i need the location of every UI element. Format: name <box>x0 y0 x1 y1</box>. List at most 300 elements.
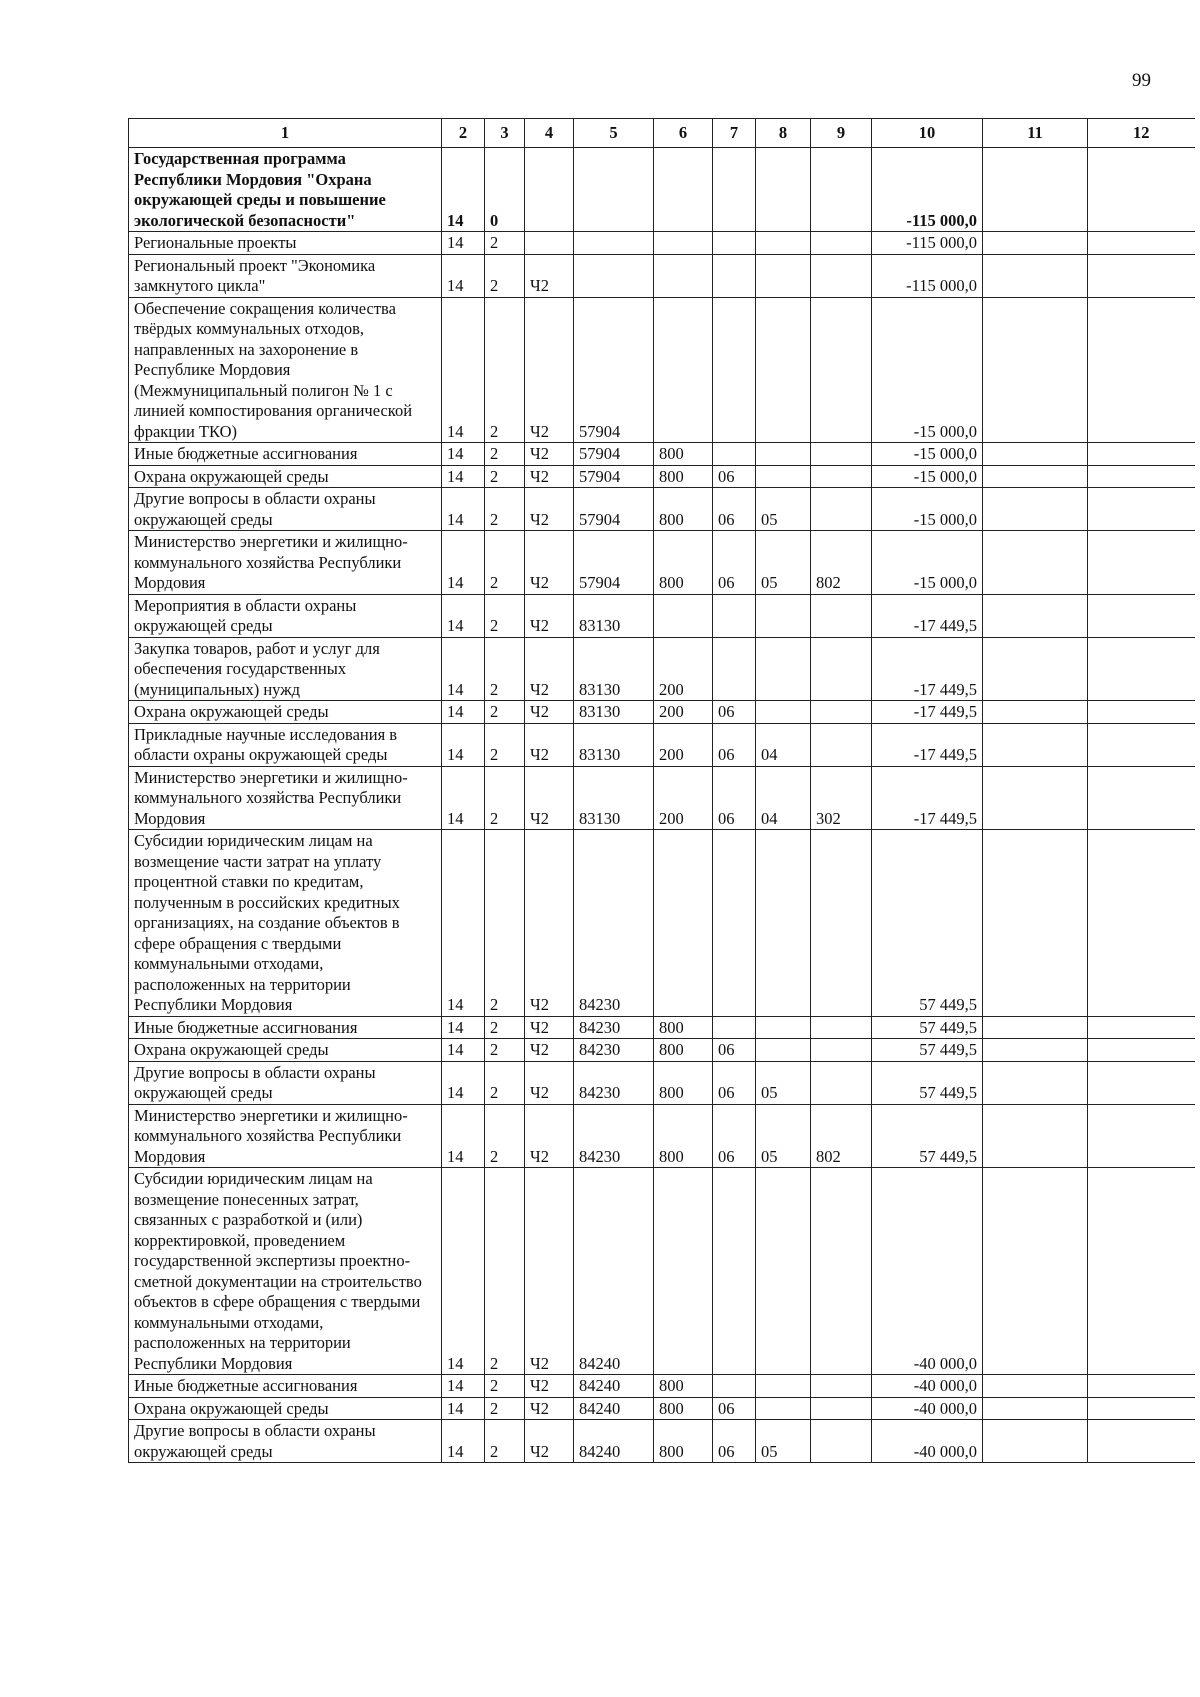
table-row <box>129 1397 1195 1420</box>
cell-col8 <box>756 1016 811 1039</box>
cell-col7 <box>713 297 756 443</box>
table-row <box>129 1061 1195 1104</box>
cell-amount: 57 449,5 <box>872 830 983 1017</box>
cell-col3: 2 <box>485 637 525 701</box>
cell-col9 <box>811 1039 872 1062</box>
cell-col5: 83130 <box>574 766 654 830</box>
cell-amount: -15 000,0 <box>872 488 983 531</box>
cell-col9 <box>811 232 872 255</box>
cell-col5: 83130 <box>574 701 654 724</box>
cell-col8 <box>756 1168 811 1375</box>
cell-col2: 14 <box>442 148 485 232</box>
row-name: Иные бюджетные ассигнования <box>129 1375 442 1398</box>
row-name: Иные бюджетные ассигнования <box>129 1016 442 1039</box>
cell-col6: 800 <box>654 1016 713 1039</box>
cell-empty-c12 <box>1088 637 1195 701</box>
column-header: 2 <box>442 119 485 148</box>
cell-empty-c12 <box>1088 232 1195 255</box>
cell-empty-c11 <box>983 1420 1088 1463</box>
table-row <box>129 531 1195 595</box>
cell-amount: -40 000,0 <box>872 1168 983 1375</box>
row-name: Другие вопросы в области охраны окружающей среды <box>129 1061 442 1104</box>
cell-col8: 05 <box>756 488 811 531</box>
table-row <box>129 1016 1195 1039</box>
cell-col6 <box>654 254 713 297</box>
budget-table <box>128 118 1195 1463</box>
cell-col5: 84240 <box>574 1420 654 1463</box>
cell-col7: 06 <box>713 1420 756 1463</box>
row-name: Охрана окружающей среды <box>129 701 442 724</box>
cell-col3: 2 <box>485 701 525 724</box>
cell-col6: 200 <box>654 766 713 830</box>
cell-col9 <box>811 1375 872 1398</box>
cell-amount: 57 449,5 <box>872 1016 983 1039</box>
cell-col3: 2 <box>485 1168 525 1375</box>
cell-empty-c11 <box>983 1039 1088 1062</box>
cell-col5 <box>574 254 654 297</box>
cell-col6 <box>654 297 713 443</box>
cell-col6: 800 <box>654 488 713 531</box>
cell-col9 <box>811 830 872 1017</box>
cell-col6: 200 <box>654 723 713 766</box>
cell-amount: -17 449,5 <box>872 723 983 766</box>
cell-col9 <box>811 637 872 701</box>
cell-col2: 14 <box>442 465 485 488</box>
row-name: Охрана окружающей среды <box>129 465 442 488</box>
cell-col3: 2 <box>485 766 525 830</box>
cell-empty-c12 <box>1088 1168 1195 1375</box>
cell-col8 <box>756 637 811 701</box>
cell-empty-c12 <box>1088 531 1195 595</box>
cell-col5: 84230 <box>574 1016 654 1039</box>
cell-col8 <box>756 1375 811 1398</box>
cell-col3: 2 <box>485 1397 525 1420</box>
cell-col6 <box>654 232 713 255</box>
cell-col8 <box>756 297 811 443</box>
cell-col5: 83130 <box>574 594 654 637</box>
row-name: Министерство энергетики и жилищно-коммунального хозяйства Республики Мордовия <box>129 1104 442 1168</box>
cell-col5: 83130 <box>574 723 654 766</box>
cell-col4: Ч2 <box>525 830 574 1017</box>
cell-amount: 57 449,5 <box>872 1039 983 1062</box>
cell-amount: -17 449,5 <box>872 701 983 724</box>
cell-col7: 06 <box>713 1104 756 1168</box>
cell-col5: 84240 <box>574 1168 654 1375</box>
cell-col2: 14 <box>442 254 485 297</box>
cell-col3: 2 <box>485 594 525 637</box>
row-name: Охрана окружающей среды <box>129 1039 442 1062</box>
cell-col2: 14 <box>442 1375 485 1398</box>
cell-col8: 05 <box>756 531 811 595</box>
cell-col3: 2 <box>485 232 525 255</box>
cell-col6: 200 <box>654 637 713 701</box>
cell-empty-c12 <box>1088 1016 1195 1039</box>
cell-col8 <box>756 701 811 724</box>
cell-col7 <box>713 830 756 1017</box>
table-row <box>129 1104 1195 1168</box>
cell-col6: 800 <box>654 443 713 466</box>
cell-col2: 14 <box>442 488 485 531</box>
cell-col9 <box>811 1397 872 1420</box>
cell-empty-c11 <box>983 232 1088 255</box>
row-name: Субсидии юридическим лицам на возмещение понесенных затрат, связанных с разработкой и (или) корректировкой, проведением государственной экспертизы проектно-сметной документации на строительство объектов в сфере обращения с твердыми коммунальными отходами, расположенных на территории Республики Мордовия <box>129 1168 442 1375</box>
cell-empty-c12 <box>1088 488 1195 531</box>
cell-col6: 200 <box>654 701 713 724</box>
cell-col4: Ч2 <box>525 723 574 766</box>
cell-col4: Ч2 <box>525 1061 574 1104</box>
cell-col8 <box>756 1397 811 1420</box>
cell-col9 <box>811 594 872 637</box>
cell-col6 <box>654 1168 713 1375</box>
cell-amount: -17 449,5 <box>872 594 983 637</box>
table-row <box>129 297 1195 443</box>
cell-empty-c12 <box>1088 148 1195 232</box>
cell-col2: 14 <box>442 830 485 1017</box>
cell-col7: 06 <box>713 766 756 830</box>
cell-col4: Ч2 <box>525 1397 574 1420</box>
cell-col5: 57904 <box>574 488 654 531</box>
cell-col5: 84230 <box>574 830 654 1017</box>
cell-col3: 2 <box>485 443 525 466</box>
cell-amount: -15 000,0 <box>872 465 983 488</box>
cell-empty-c11 <box>983 1168 1088 1375</box>
cell-col7: 06 <box>713 531 756 595</box>
column-header: 1 <box>129 119 442 148</box>
cell-col7: 06 <box>713 465 756 488</box>
cell-col6: 800 <box>654 1061 713 1104</box>
cell-col2: 14 <box>442 637 485 701</box>
cell-col6 <box>654 830 713 1017</box>
column-header: 7 <box>713 119 756 148</box>
cell-col3: 2 <box>485 1104 525 1168</box>
cell-col8: 04 <box>756 723 811 766</box>
cell-col7 <box>713 148 756 232</box>
cell-amount: -17 449,5 <box>872 766 983 830</box>
cell-amount: -40 000,0 <box>872 1397 983 1420</box>
column-header: 5 <box>574 119 654 148</box>
cell-col4: Ч2 <box>525 1375 574 1398</box>
column-header: 8 <box>756 119 811 148</box>
cell-col9 <box>811 443 872 466</box>
cell-empty-c12 <box>1088 297 1195 443</box>
row-name: Охрана окружающей среды <box>129 1397 442 1420</box>
cell-empty-c11 <box>983 1397 1088 1420</box>
cell-col5: 84230 <box>574 1061 654 1104</box>
cell-col3: 2 <box>485 254 525 297</box>
cell-empty-c12 <box>1088 701 1195 724</box>
cell-col4: Ч2 <box>525 1039 574 1062</box>
cell-col6: 800 <box>654 1104 713 1168</box>
cell-amount: -115 000,0 <box>872 232 983 255</box>
cell-col2: 14 <box>442 232 485 255</box>
table-row <box>129 830 1195 1017</box>
cell-col8: 05 <box>756 1061 811 1104</box>
cell-empty-c12 <box>1088 1039 1195 1062</box>
cell-col3: 2 <box>485 1375 525 1398</box>
table-row <box>129 488 1195 531</box>
table-row <box>129 766 1195 830</box>
cell-empty-c12 <box>1088 1420 1195 1463</box>
cell-empty-c12 <box>1088 766 1195 830</box>
column-header: 12 <box>1088 119 1195 148</box>
cell-col9 <box>811 1016 872 1039</box>
cell-col5: 57904 <box>574 443 654 466</box>
cell-col7 <box>713 594 756 637</box>
cell-col6: 800 <box>654 1039 713 1062</box>
table-row <box>129 443 1195 466</box>
cell-col2: 14 <box>442 1104 485 1168</box>
column-header: 4 <box>525 119 574 148</box>
cell-empty-c11 <box>983 297 1088 443</box>
row-name: Мероприятия в области охраны окружающей среды <box>129 594 442 637</box>
page-number: 99 <box>1132 70 1151 91</box>
cell-col4: Ч2 <box>525 1168 574 1375</box>
cell-col8 <box>756 254 811 297</box>
cell-col2: 14 <box>442 1168 485 1375</box>
table-row <box>129 148 1195 232</box>
cell-col6: 800 <box>654 465 713 488</box>
cell-col9 <box>811 1420 872 1463</box>
cell-empty-c12 <box>1088 1104 1195 1168</box>
cell-col8 <box>756 1039 811 1062</box>
cell-col5: 57904 <box>574 531 654 595</box>
cell-col3: 2 <box>485 297 525 443</box>
cell-col8: 04 <box>756 766 811 830</box>
cell-empty-c11 <box>983 1375 1088 1398</box>
cell-empty-c12 <box>1088 723 1195 766</box>
cell-amount: 57 449,5 <box>872 1061 983 1104</box>
table-row <box>129 254 1195 297</box>
cell-amount: -15 000,0 <box>872 297 983 443</box>
cell-col4: Ч2 <box>525 1016 574 1039</box>
cell-empty-c11 <box>983 830 1088 1017</box>
cell-col9 <box>811 1061 872 1104</box>
column-header: 10 <box>872 119 983 148</box>
cell-col4: Ч2 <box>525 1420 574 1463</box>
cell-col4: Ч2 <box>525 766 574 830</box>
cell-col9 <box>811 488 872 531</box>
cell-empty-c11 <box>983 723 1088 766</box>
cell-col3: 2 <box>485 1039 525 1062</box>
table-row <box>129 1420 1195 1463</box>
cell-col8: 05 <box>756 1420 811 1463</box>
cell-col7 <box>713 232 756 255</box>
cell-empty-c12 <box>1088 443 1195 466</box>
cell-col2: 14 <box>442 297 485 443</box>
table-row <box>129 1168 1195 1375</box>
cell-col8 <box>756 148 811 232</box>
row-name: Прикладные научные исследования в области охраны окружающей среды <box>129 723 442 766</box>
cell-amount: -115 000,0 <box>872 148 983 232</box>
cell-col5: 57904 <box>574 465 654 488</box>
table-row <box>129 723 1195 766</box>
cell-col2: 14 <box>442 701 485 724</box>
cell-col7 <box>713 254 756 297</box>
cell-col2: 14 <box>442 594 485 637</box>
cell-col4: Ч2 <box>525 531 574 595</box>
cell-col7: 06 <box>713 1039 756 1062</box>
row-name: Субсидии юридическим лицам на возмещение части затрат на уплату процентной ставки по кредитам, полученным в российских кредитных организациях, на создание объектов в сфере обращения с твердыми коммунальными отходами, расположенных на территории Республики Мордовия <box>129 830 442 1017</box>
cell-col7: 06 <box>713 1061 756 1104</box>
cell-col3: 2 <box>485 531 525 595</box>
cell-col4: Ч2 <box>525 443 574 466</box>
cell-col9 <box>811 254 872 297</box>
table-row <box>129 1375 1195 1398</box>
cell-col3: 2 <box>485 465 525 488</box>
cell-col9 <box>811 1168 872 1375</box>
cell-col7 <box>713 1375 756 1398</box>
column-header: 3 <box>485 119 525 148</box>
cell-col3: 2 <box>485 1420 525 1463</box>
cell-empty-c11 <box>983 465 1088 488</box>
row-name: Иные бюджетные ассигнования <box>129 443 442 466</box>
cell-col6 <box>654 148 713 232</box>
cell-empty-c11 <box>983 1016 1088 1039</box>
cell-empty-c12 <box>1088 594 1195 637</box>
table-row <box>129 594 1195 637</box>
cell-empty-c11 <box>983 148 1088 232</box>
cell-col4: Ч2 <box>525 465 574 488</box>
cell-col9: 802 <box>811 531 872 595</box>
cell-col5: 57904 <box>574 297 654 443</box>
column-header: 6 <box>654 119 713 148</box>
cell-col7 <box>713 1168 756 1375</box>
cell-col9 <box>811 465 872 488</box>
cell-col4: Ч2 <box>525 488 574 531</box>
cell-col5: 84240 <box>574 1397 654 1420</box>
cell-col4: Ч2 <box>525 1104 574 1168</box>
cell-col9: 302 <box>811 766 872 830</box>
cell-col2: 14 <box>442 531 485 595</box>
cell-col4: Ч2 <box>525 701 574 724</box>
cell-col8: 05 <box>756 1104 811 1168</box>
cell-col5: 84230 <box>574 1039 654 1062</box>
cell-col9 <box>811 701 872 724</box>
cell-col2: 14 <box>442 1039 485 1062</box>
cell-empty-c12 <box>1088 830 1195 1017</box>
table-row <box>129 232 1195 255</box>
cell-col8 <box>756 594 811 637</box>
table-row <box>129 701 1195 724</box>
table-row <box>129 637 1195 701</box>
cell-empty-c12 <box>1088 465 1195 488</box>
cell-amount: 57 449,5 <box>872 1104 983 1168</box>
cell-col7 <box>713 637 756 701</box>
cell-col9 <box>811 148 872 232</box>
cell-col6: 800 <box>654 1375 713 1398</box>
cell-col3: 2 <box>485 1016 525 1039</box>
cell-amount: -15 000,0 <box>872 443 983 466</box>
cell-col9: 802 <box>811 1104 872 1168</box>
table-row <box>129 465 1195 488</box>
row-name: Другие вопросы в области охраны окружающей среды <box>129 488 442 531</box>
cell-col2: 14 <box>442 443 485 466</box>
row-name: Министерство энергетики и жилищно-коммунального хозяйства Республики Мордовия <box>129 766 442 830</box>
cell-empty-c11 <box>983 488 1088 531</box>
cell-col5: 84240 <box>574 1375 654 1398</box>
cell-amount: -40 000,0 <box>872 1420 983 1463</box>
cell-col7 <box>713 443 756 466</box>
cell-col7: 06 <box>713 1397 756 1420</box>
table-body <box>129 148 1195 1463</box>
cell-col3: 2 <box>485 830 525 1017</box>
cell-empty-c11 <box>983 594 1088 637</box>
cell-col6 <box>654 594 713 637</box>
cell-col4: Ч2 <box>525 637 574 701</box>
cell-col8 <box>756 443 811 466</box>
cell-col8 <box>756 830 811 1017</box>
cell-empty-c11 <box>983 531 1088 595</box>
row-name: Региональные проекты <box>129 232 442 255</box>
cell-empty-c12 <box>1088 254 1195 297</box>
cell-empty-c11 <box>983 637 1088 701</box>
cell-empty-c12 <box>1088 1375 1195 1398</box>
cell-empty-c11 <box>983 766 1088 830</box>
cell-empty-c11 <box>983 1061 1088 1104</box>
cell-col6: 800 <box>654 531 713 595</box>
cell-col2: 14 <box>442 1397 485 1420</box>
cell-col2: 14 <box>442 723 485 766</box>
row-name: Обеспечение сокращения количества твёрдых коммунальных отходов, направленных на захоронение в Республике Мордовия (Межмуниципальный полигон № 1 с линией компостирования органической фракции ТКО) <box>129 297 442 443</box>
cell-col4: Ч2 <box>525 297 574 443</box>
cell-empty-c11 <box>983 1104 1088 1168</box>
cell-col5 <box>574 148 654 232</box>
cell-empty-c12 <box>1088 1061 1195 1104</box>
cell-empty-c11 <box>983 443 1088 466</box>
cell-col4: Ч2 <box>525 594 574 637</box>
cell-col7: 06 <box>713 701 756 724</box>
cell-col3: 2 <box>485 488 525 531</box>
cell-col3: 2 <box>485 1061 525 1104</box>
row-name: Закупка товаров, работ и услуг для обеспечения государственных (муниципальных) нужд <box>129 637 442 701</box>
cell-col6: 800 <box>654 1397 713 1420</box>
cell-amount: -15 000,0 <box>872 531 983 595</box>
cell-col6: 800 <box>654 1420 713 1463</box>
column-header: 11 <box>983 119 1088 148</box>
cell-col2: 14 <box>442 1420 485 1463</box>
cell-col2: 14 <box>442 1061 485 1104</box>
cell-col5 <box>574 232 654 255</box>
cell-col9 <box>811 297 872 443</box>
cell-col2: 14 <box>442 766 485 830</box>
column-header: 9 <box>811 119 872 148</box>
cell-col7 <box>713 1016 756 1039</box>
cell-col4 <box>525 148 574 232</box>
cell-empty-c12 <box>1088 1397 1195 1420</box>
cell-col3: 0 <box>485 148 525 232</box>
cell-col5: 83130 <box>574 637 654 701</box>
cell-empty-c11 <box>983 254 1088 297</box>
cell-amount: -115 000,0 <box>872 254 983 297</box>
table-header-row <box>129 119 1195 148</box>
row-name: Министерство энергетики и жилищно-коммунального хозяйства Республики Мордовия <box>129 531 442 595</box>
cell-amount: -17 449,5 <box>872 637 983 701</box>
cell-col7: 06 <box>713 488 756 531</box>
cell-col5: 84230 <box>574 1104 654 1168</box>
cell-col3: 2 <box>485 723 525 766</box>
cell-col7: 06 <box>713 723 756 766</box>
cell-col4: Ч2 <box>525 254 574 297</box>
table-row <box>129 1039 1195 1062</box>
cell-col4 <box>525 232 574 255</box>
cell-empty-c11 <box>983 701 1088 724</box>
cell-amount: -40 000,0 <box>872 1375 983 1398</box>
row-name: Региональный проект "Экономика замкнутого цикла" <box>129 254 442 297</box>
cell-col8 <box>756 465 811 488</box>
cell-col9 <box>811 723 872 766</box>
row-name: Государственная программа Республики Мордовия "Охрана окружающей среды и повышение экологической безопасности" <box>129 148 442 232</box>
row-name: Другие вопросы в области охраны окружающей среды <box>129 1420 442 1463</box>
